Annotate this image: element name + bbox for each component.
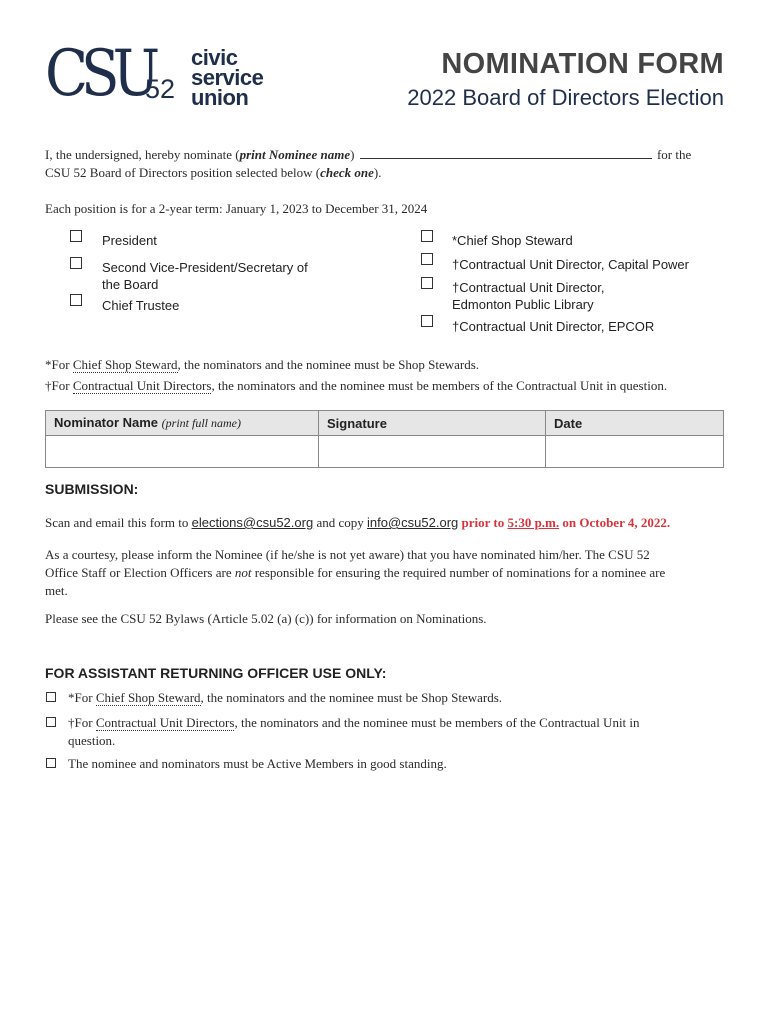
aro-heading: FOR ASSISTANT RETURNING OFFICER USE ONLY: [45, 665, 387, 681]
bylaws-paragraph: Please see the CSU 52 Bylaws (Article 5.02 (a) (c)) for information on Nominations. [45, 611, 487, 626]
intro-text-5: ). [373, 165, 382, 180]
aro-item-2 [68, 714, 728, 750]
aro1-term: Chief Shop Steward [95, 690, 201, 705]
note2-prefix: †For [45, 378, 73, 393]
note2-term: Contractual Unit Directors [72, 378, 212, 393]
page-title: NOMINATION FORM [441, 48, 724, 80]
checkbox-director-epl[interactable] [421, 277, 433, 289]
submission-paragraph-1 [45, 514, 670, 532]
col-date: Date [546, 411, 724, 436]
logo-word-union: union [191, 85, 249, 110]
col-signature: Signature [319, 411, 546, 436]
intro-paragraph [45, 146, 725, 182]
aro1-prefix: *For [68, 690, 96, 705]
option-chief-trustee: Chief Trustee [102, 298, 180, 313]
option-svp-line2: the Board [102, 277, 159, 292]
note2-rest: , the nominators and the nominee must be members of the Contractual Unit in question. [211, 378, 668, 393]
logo-word-civic: civic [191, 45, 238, 70]
option-director-epl [452, 279, 604, 313]
aro-item-3: The nominee and nominators must be Active Members in good standing. [68, 756, 447, 771]
checkbox-director-epcor[interactable] [421, 315, 433, 327]
option-director-capital-power: †Contractual Unit Director, Capital Power [452, 257, 689, 272]
note-chief-shop-steward [45, 356, 479, 374]
table-row [46, 436, 724, 468]
elections-email-link[interactable]: elections@csu52.org [191, 515, 314, 530]
logo-csu-letters: CSU [45, 37, 154, 111]
aro-checkbox-1[interactable] [46, 692, 56, 702]
aro2-prefix: †For [68, 715, 96, 730]
checkbox-president[interactable] [70, 230, 82, 242]
check-one-label: check one [320, 165, 374, 180]
courtesy-line-2b: responsible for ensuring the required number of nominations for a nominee are [251, 565, 666, 580]
submission-text-2: and copy [313, 515, 367, 530]
aro2-line2: question. [68, 733, 116, 748]
csu52-logo [45, 37, 285, 111]
logo-52: 52 [145, 74, 176, 104]
intro-text-1: I, the undersigned, hereby nominate ( [45, 147, 240, 162]
note1-term: Chief Shop Steward [72, 357, 178, 372]
option-epl-line2: Edmonton Public Library [452, 297, 594, 312]
aro1-rest: , the nominators and the nominee must be Shop Stewards. [200, 690, 503, 705]
term-text: Each position is for a 2-year term: January 1, 2023 to December 31, 2024 [45, 201, 428, 216]
aro-checkbox-2[interactable] [46, 717, 56, 727]
nominator-table [45, 410, 724, 468]
nominee-name-field[interactable] [360, 147, 652, 159]
aro-item-1 [68, 689, 502, 707]
submission-heading: SUBMISSION: [45, 481, 139, 497]
option-svp-line1: Second Vice-President/Secretary of [102, 260, 308, 275]
deadline-text-1: prior to [458, 515, 508, 530]
option-chief-shop-steward: *Chief Shop Steward [452, 233, 573, 248]
intro-text-3: for the [653, 147, 692, 162]
aro-checkbox-3[interactable] [46, 758, 56, 768]
table-header-row [46, 411, 724, 436]
aro2-term: Contractual Unit Directors [95, 715, 235, 730]
note-contractual-unit [45, 377, 667, 395]
logo-word-service: service [191, 65, 264, 90]
print-nominee-label: print Nominee name [239, 147, 351, 162]
courtesy-not: not [234, 565, 252, 580]
note1-prefix: *For [45, 357, 73, 372]
option-director-epcor: †Contractual Unit Director, EPCOR [452, 319, 655, 334]
col-nominator-name [46, 411, 319, 436]
submission-paragraph-2 [45, 546, 735, 600]
page-subtitle: 2022 Board of Directors Election [407, 85, 724, 110]
courtesy-line-1: As a courtesy, please inform the Nominee (if he/she is not yet aware) that you have nominated him/her. The CSU 52 [45, 547, 650, 562]
note1-rest: , the nominators and the nominee must be Shop Stewards. [177, 357, 480, 372]
checkbox-director-capital-power[interactable] [421, 253, 433, 265]
col-nominator-label: Nominator Name [54, 415, 159, 430]
checkbox-second-vice-president[interactable] [70, 257, 82, 269]
courtesy-line-3: met. [45, 583, 68, 598]
col-nominator-hint: (print full name) [161, 416, 241, 430]
option-president: President [102, 233, 157, 248]
logo-wordmark [191, 45, 264, 110]
deadline-time: 5:30 p.m. [507, 515, 560, 530]
signature-cell[interactable] [319, 436, 546, 468]
checkbox-chief-shop-steward[interactable] [421, 230, 433, 242]
option-epl-line1: †Contractual Unit Director, [452, 280, 605, 295]
intro-text-2: ) [350, 147, 355, 162]
checkbox-chief-trustee[interactable] [70, 294, 82, 306]
date-cell[interactable] [546, 436, 724, 468]
submission-text-1: Scan and email this form to [45, 515, 192, 530]
option-second-vice-president [102, 259, 308, 293]
aro2-rest: , the nominators and the nominee must be members of the Contractual Unit in [234, 715, 640, 730]
courtesy-line-2a: Office Staff or Election Officers are [45, 565, 235, 580]
info-email-link[interactable]: info@csu52.org [367, 515, 459, 530]
deadline-date: on October 4, 2022. [559, 515, 671, 530]
nominator-name-cell[interactable] [46, 436, 319, 468]
intro-text-4: CSU 52 Board of Directors position selected below ( [45, 165, 321, 180]
